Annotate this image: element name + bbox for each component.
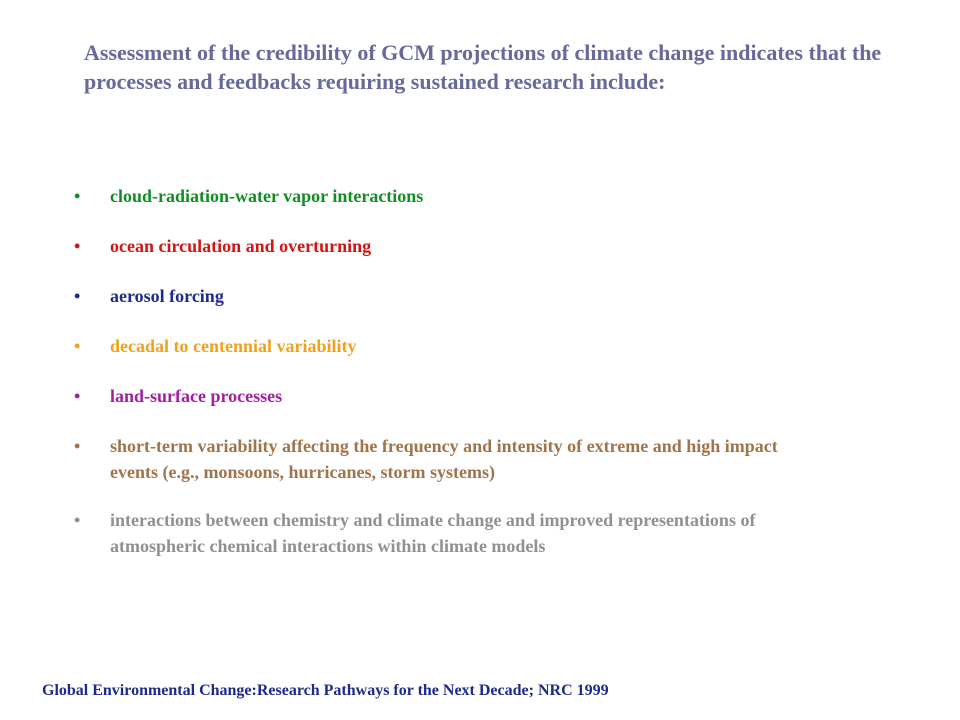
- slide-title: Assessment of the credibility of GCM projections of climate change indicates that the processes and feedbacks requiring sustained research include:: [84, 40, 882, 94]
- bullet-marker: •: [74, 236, 81, 256]
- bullet-item: [0, 333, 830, 359]
- bullet-marker: •: [74, 510, 81, 530]
- bullet-item: [0, 183, 830, 209]
- bullet-text: cloud-radiation-water vapor interactions: [110, 186, 424, 206]
- bullet-text: short-term variability affecting the frequency and intensity of extreme and high impact events (e.g., monsoons, hurricanes, storm systems): [110, 436, 778, 482]
- bullet-item: [0, 433, 830, 485]
- bullet-text: ocean circulation and overturning: [110, 236, 372, 256]
- bullet-marker: •: [74, 436, 81, 456]
- bullet-text: interactions between chemistry and climate change and improved representations of atmospheric chemical interactions within climate models: [110, 510, 756, 556]
- bullet-text: decadal to centennial variability: [110, 336, 357, 356]
- bullet-text: land-surface processes: [110, 386, 283, 406]
- bullet-marker: •: [74, 286, 81, 306]
- bullet-list: [0, 183, 960, 581]
- bullet-marker: •: [74, 336, 81, 356]
- bullet-item: [0, 233, 830, 259]
- bullet-text: aerosol forcing: [110, 286, 224, 306]
- bullet-marker: •: [74, 386, 81, 406]
- source-citation: Global Environmental Change:Research Pathways for the Next Decade; NRC 1999: [42, 682, 609, 699]
- bullet-marker: •: [74, 186, 81, 206]
- bullet-item: [0, 507, 830, 559]
- bullet-item: [0, 383, 830, 409]
- bullet-item: [0, 283, 830, 309]
